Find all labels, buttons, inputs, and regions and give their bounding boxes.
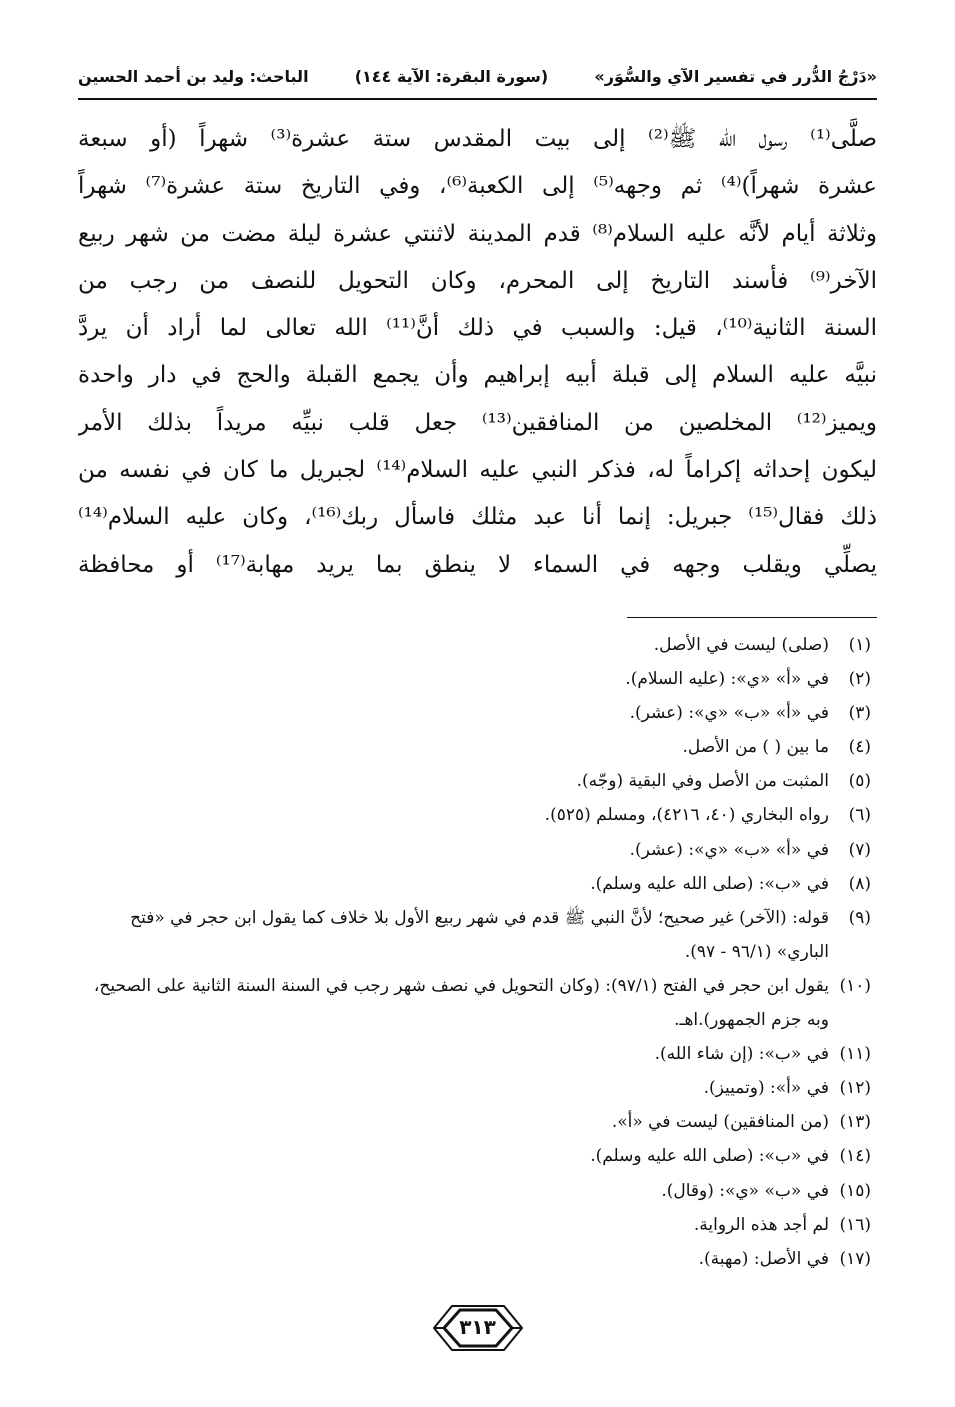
- footnote-text: لم أجد هذه الرواية.: [693, 1214, 829, 1235]
- footnote-number: (١٧): [839, 1248, 871, 1269]
- researcher-name: الباحث: وليد بن أحمد الحسين: [78, 66, 309, 86]
- footnote: [78, 901, 871, 969]
- text-line: ويميز⁽¹²⁾ المخلصين من المنافقين⁽¹³⁾ جعل قلب نبيِّه مريداً بذلك الأمر: [78, 409, 877, 436]
- footnote-number: (٨): [848, 873, 871, 894]
- footnote-text: في «ب»: (صلى الله عليه وسلم).: [590, 1146, 829, 1167]
- footnote-text: يقول ابن حجر في الفتح (٩٧/١): (وكان التحويل في نصف شهر رجب في السنة السنة الثانية على الصحيح، وبه جزم الجمهور).اهـ.: [93, 975, 829, 1031]
- footnote: [78, 764, 871, 798]
- footnote-text: (صلى) ليست في الأصل.: [653, 635, 829, 655]
- footnote-number: (١٠): [839, 975, 871, 996]
- footnote-text: ما بين ( ) من الأصل.: [682, 737, 829, 758]
- text-line: السنة الثانية⁽¹⁰⁾، قيل: والسبب في ذلك أنَّ⁽¹¹⁾ الله تعالى لما أراد أن يردَّ: [78, 315, 877, 342]
- footnote: [78, 1139, 871, 1173]
- book-title: «دَرْجُ الدُّرر في تفسير الآي والسُّوَر»: [594, 66, 877, 86]
- text-line: وثلاثة أيام لأنَّه عليه السلام⁽⁸⁾ قدم المدينة لاثنتي عشرة ليلة مضت من شهر ربيع: [78, 220, 877, 247]
- footnote: [78, 628, 871, 662]
- footnote-number: (١٤): [839, 1146, 871, 1167]
- footnote-number: (٤): [848, 737, 871, 758]
- footnote-text: في «أ» «ي»: (عليه السلام).: [625, 669, 829, 690]
- text-line: يصلِّي ويقلب وجهه في السماء لا ينطق بما يريد مهابة⁽¹⁷⁾ أو محافظة: [78, 551, 877, 578]
- footnote-text: في «أ» «ب» «ي»: (عشر).: [629, 703, 829, 724]
- footnote-number: (١١): [839, 1044, 871, 1065]
- footnote-text: رواه البخاري (٤٠، ٤٢١٦)، ومسلم (٥٢٥).: [544, 805, 829, 826]
- text-line: نبيَّه عليه السلام إلى قبلة أبيه إبراهيم وأن يجمع القبلة والحج في دار واحدة: [78, 362, 877, 389]
- footnote: [78, 867, 871, 901]
- footnote-number: (٣): [848, 703, 871, 724]
- footnote: [78, 730, 871, 764]
- text-line: ذلك فقال⁽¹⁵⁾ جبريل: إنما أنا عبد مثلك فاسأل ربك⁽¹⁶⁾، وكان عليه السلام⁽¹⁴⁾: [78, 504, 877, 531]
- footnote-text: في «ب»: (إن شاء الله).: [654, 1044, 829, 1065]
- footnote-text: في «أ» «ب» «ي»: (عشر).: [629, 839, 829, 860]
- footnote: [78, 969, 871, 1037]
- footnotes: [78, 628, 871, 1276]
- header-divider: [78, 98, 877, 100]
- footnote-text: في الأصل: (مهبة).: [698, 1248, 829, 1269]
- footnote-text: المثبت من الأصل وفي البقية (وجّه).: [576, 771, 829, 792]
- footnote: [78, 662, 871, 696]
- footnote-text: (من المنافقين) ليست في «أ».: [611, 1112, 829, 1133]
- footnote: [78, 1174, 871, 1208]
- footnote: [78, 1071, 871, 1105]
- footnote-number: (١٦): [839, 1214, 871, 1235]
- footnote-number: (١): [848, 635, 871, 655]
- footnote: [78, 1105, 871, 1139]
- footnote: [78, 1208, 871, 1242]
- footnote: [78, 833, 871, 867]
- footnote: [78, 1037, 871, 1071]
- footnote-text: في «ب»: (صلى الله عليه وسلم).: [590, 873, 829, 894]
- footnote: [78, 696, 871, 730]
- main-text: [78, 116, 877, 589]
- surah-verse-label: (سورة البقرة: الآية ١٤٤): [354, 66, 549, 86]
- footnote-number: (١٥): [839, 1180, 871, 1201]
- text-line: عشرة شهراً)⁽⁴⁾ ثم وجهه⁽⁵⁾ إلى الكعبة⁽⁶⁾، وفي التاريخ ستة عشرة⁽⁷⁾ شهراً: [78, 173, 877, 200]
- page-number: ٣١٣: [459, 1315, 496, 1339]
- footnote-divider: [627, 617, 877, 618]
- footnote-number: (٥): [848, 771, 871, 792]
- footnote-number: (٢): [848, 669, 871, 690]
- footnote-number: (١٣): [839, 1112, 871, 1133]
- footnote-text: قوله: (الآخر) غير صحيح؛ لأنَّ النبي ﷺ قدم في شهر ربيع الأول بلا خلاف كما يقول ابن حجر في «فتح الباري» (٩٦/١ - ٩٧).: [130, 907, 829, 962]
- footnote: [78, 798, 871, 832]
- text-line: صلَّى⁽¹⁾ رسول الله ﷺ⁽²⁾ إلى بيت المقدس ستة عشرة⁽³⁾ شهراً (أو سبعة: [78, 126, 877, 152]
- text-line: ليكون إحداثه إكراماً له، فذكر النبي عليه السلام⁽¹⁴⁾ لجبريل ما كان في نفسه من: [78, 457, 877, 484]
- footnote-number: (١٢): [839, 1078, 871, 1099]
- footnote-text: في «أ»: (وتمييز).: [703, 1078, 829, 1099]
- footnote: [78, 1242, 871, 1276]
- running-header: [78, 58, 877, 94]
- text-line: الآخر⁽⁹⁾ فأسند التاريخ إلى المحرم، وكان التحويل للنصف من رجب من: [78, 267, 877, 294]
- footnote-number: (٧): [848, 839, 871, 860]
- page-number-ornament: [430, 1302, 526, 1354]
- footnote-number: (٦): [848, 805, 871, 826]
- footnote-text: في «ب» «ي»: (وقال).: [661, 1180, 829, 1201]
- footnote-number: (٩): [848, 907, 871, 928]
